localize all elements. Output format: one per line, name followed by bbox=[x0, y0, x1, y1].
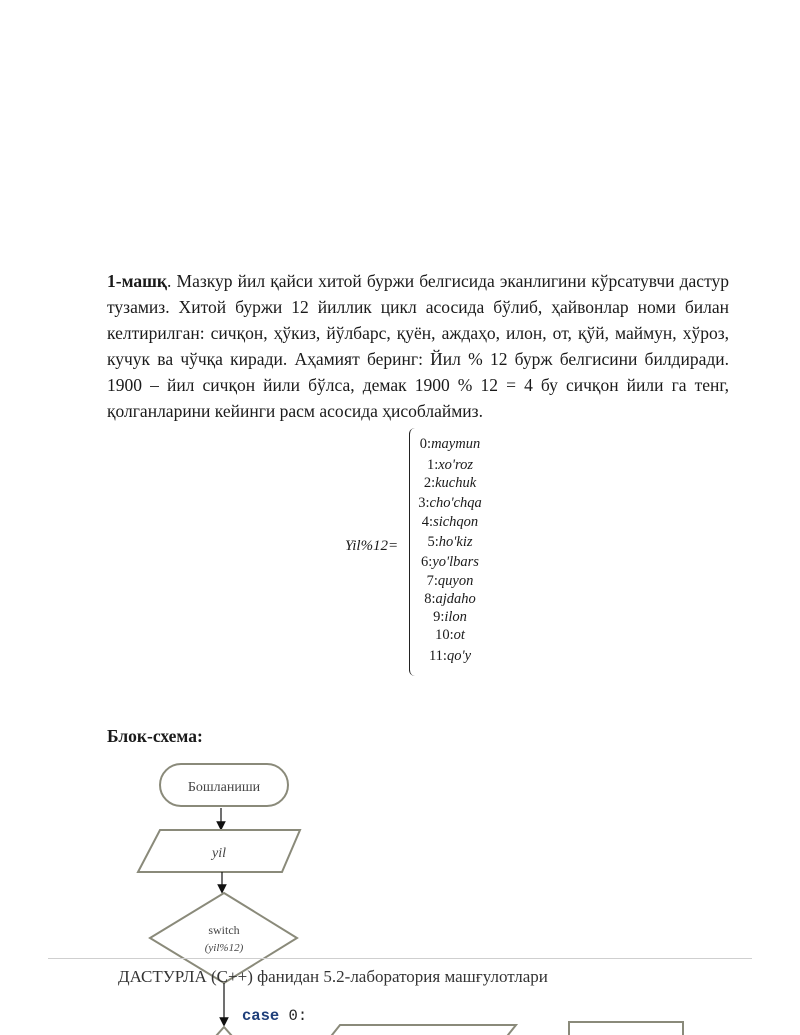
formula-case: 7:quyon bbox=[426, 573, 474, 589]
formula-case: 2:kuchuk bbox=[423, 475, 477, 491]
formula-lhs: Yil%12= bbox=[345, 538, 399, 554]
case-diamond bbox=[208, 1027, 240, 1035]
formula-case: 8:ajdaho bbox=[424, 591, 476, 607]
input-label: yil bbox=[212, 846, 226, 861]
code-value: 0: bbox=[288, 1007, 308, 1025]
code-snippet bbox=[242, 1007, 307, 1025]
page-footer: ДАСТУРЛА (C++) фанидан 5.2-лаборатория машғулотлари bbox=[118, 967, 548, 986]
formula-case: 1:xo'roz bbox=[426, 457, 474, 473]
formula-case: 3:cho'chqa bbox=[418, 495, 482, 511]
formula-case: 11:qo'y bbox=[428, 648, 472, 664]
switch-label: switch bbox=[208, 923, 240, 937]
flowchart-heading: Блок-схема: bbox=[107, 726, 203, 746]
start-label: Бошланиши bbox=[187, 780, 261, 795]
formula-case: 5:ho'kiz bbox=[427, 534, 473, 550]
task-text: . Мазкур йил қайси хитой буржи белгисида эканлигини кўрсатувчи дастур тузамиз. Хитой буржи 12 йиллик цикл асосида бўлиб, ҳайвонлар номи билан келтирилган: сичқон, ҳўкиз, йўлбарс, қуён, аждаҳо, илон, от, қўй, маймун, хўроз, кучук ва чўчқа киради. Аҳамият беринг: Йил % 12 бурж белгисини билдиради. 1900 – йил сичқон йили бўлса, демак 1900 % 12 = 4 бу сичқон йили га тенг, қолганларини кейинги расм асосида ҳисоблаймиз. bbox=[107, 271, 729, 421]
formula-case: 10:ot bbox=[435, 627, 465, 643]
formula-case: 4:sichqon bbox=[421, 514, 479, 530]
formula-case: 9:ilon bbox=[433, 609, 467, 625]
page-divider bbox=[48, 958, 752, 959]
formula-case: 6:yo'lbars bbox=[421, 554, 479, 570]
task-label: 1-машқ bbox=[107, 271, 167, 291]
code-keyword: case bbox=[242, 1007, 280, 1025]
switch-expr: (yil%12) bbox=[204, 942, 244, 954]
output-parallelogram bbox=[324, 1025, 516, 1035]
process-box bbox=[569, 1022, 683, 1035]
formula-case: 0:maymun bbox=[419, 436, 481, 452]
